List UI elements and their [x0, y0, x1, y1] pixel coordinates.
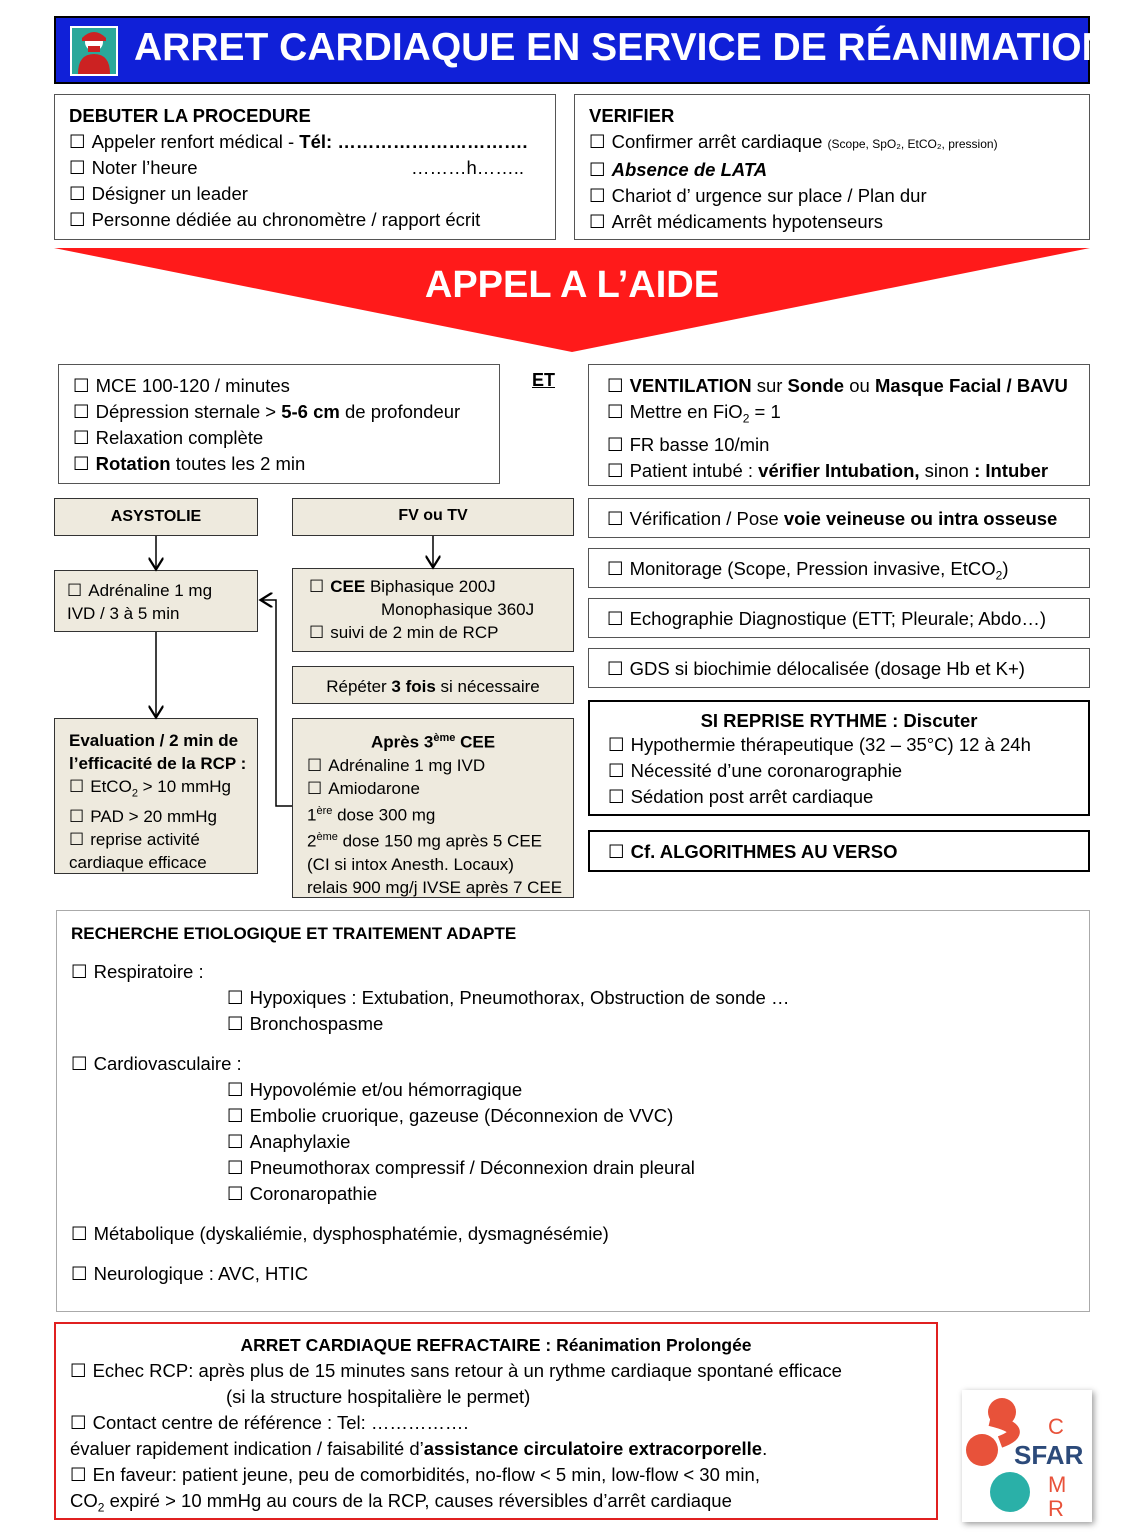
reprise-box	[588, 700, 1090, 816]
recherche-title: RECHERCHE ETIOLOGIQUE ET TRAITEMENT ADAPTE	[71, 924, 517, 943]
recherche-c4[interactable]: ☐ Pneumothorax compressif / Déconnexion drain pleural	[71, 1155, 1089, 1181]
reprise-item-1[interactable]: ☐ Hypothermie thérapeutique (32 – 35°C) 12 à 24h	[608, 732, 1088, 758]
debuter-title: DEBUTER LA PROCEDURE	[69, 105, 311, 126]
refractaire-item-1[interactable]: ☐ Echec RCP: après plus de 15 minutes sans retour à un rythme cardiaque spontané efficace	[70, 1358, 936, 1384]
fvtv-label: FV ou TV	[398, 507, 468, 524]
recherche-c1[interactable]: ☐ Hypovolémie et/ou hémorragique	[71, 1077, 1089, 1103]
refractaire-line-2: (si la structure hospitalière le permet)	[226, 1386, 531, 1407]
verifier-title: VERIFIER	[589, 105, 675, 126]
ventilation-item-1[interactable]: ☐ VENTILATION sur Sonde ou Masque Facial / BAVU	[607, 373, 1089, 399]
evaluation-title-1: Evaluation / 2 min de	[69, 731, 239, 750]
cee-line-3[interactable]: ☐ suivi de 2 min de RCP	[309, 621, 573, 644]
apres-amiodarone[interactable]: ☐ Amiodarone	[307, 777, 573, 800]
ventilation-box	[588, 364, 1090, 486]
cee-line-1[interactable]: ☐ CEE Biphasique 200J	[309, 575, 573, 598]
debuter-box	[54, 94, 556, 240]
monitorage-item[interactable]: ☐ Monitorage (Scope, Pression invasive, EtCO$_2$)	[607, 556, 1089, 589]
repeter-box: Répéter 3 fois si nécessaire	[292, 666, 574, 704]
debuter-item-3[interactable]: ☐ Désigner un leader	[69, 181, 555, 207]
verifier-item-2[interactable]: ☐ Absence de LATA	[589, 157, 1089, 183]
refractaire-item-2[interactable]: ☐ Contact centre de référence : Tel: …………….	[70, 1410, 936, 1436]
evaluation-box	[54, 718, 258, 874]
reprise-item-2[interactable]: ☐ Nécessité d’une coronarographie	[608, 758, 1088, 784]
gds-item[interactable]: ☐ GDS si biochimie délocalisée (dosage Hb et K+)	[607, 656, 1089, 682]
ventilation-item-3[interactable]: ☐ FR basse 10/min	[607, 432, 1089, 458]
fvtv-box	[292, 498, 574, 536]
apres-dose-2: 2ème dose 150 mg après 5 CEE	[307, 831, 542, 851]
gds-box	[588, 648, 1090, 688]
apres-box	[292, 718, 574, 898]
evaluation-reprise-2: cardiaque efficace	[69, 853, 207, 873]
mce-item-2[interactable]: ☐ Dépression sternale > 5-6 cm de profondeur	[73, 399, 499, 425]
mce-item-3[interactable]: ☐ Relaxation complète	[73, 425, 499, 451]
verifier-item-3[interactable]: ☐ Chariot d’ urgence sur place / Plan dur	[589, 183, 1089, 209]
mce-box	[58, 364, 500, 484]
et-label: ET	[532, 370, 556, 390]
evaluation-pad[interactable]: ☐ PAD > 20 mmHg	[69, 805, 257, 828]
asystolie-box	[54, 498, 258, 536]
debuter-item-1[interactable]: ☐ Appeler renfort médical - Tél: ………………………….	[69, 129, 555, 155]
refractaire-title: ARRET CARDIAQUE REFRACTAIRE : Réanimation Prolongée	[240, 1335, 752, 1355]
recherche-box	[56, 910, 1090, 1312]
echo-box	[588, 598, 1090, 638]
logo-sfar: SFAR	[1014, 1440, 1084, 1470]
ventilation-item-2[interactable]: ☐ Mettre en FiO$_2$ = 1	[607, 399, 1089, 432]
verifier-item-4[interactable]: ☐ Arrêt médicaments hypotenseurs	[589, 209, 1089, 235]
refractaire-line-4: évaluer rapidement indication / faisabilité d’assistance circulatoire extracorporelle.	[70, 1438, 768, 1459]
page-title: ARRET CARDIAQUE EN SERVICE DE RÉANIMATION	[134, 26, 1110, 69]
reprise-title: SI REPRISE RYTHME : Discuter	[700, 710, 978, 731]
voie-box	[588, 498, 1090, 538]
verifier-item-1[interactable]: ☐ Confirmer arrêt cardiaque (Scope, SpO₂, EtCO₂, pression)	[589, 129, 1089, 157]
cee-line-2: Monophasique 360J	[381, 600, 535, 619]
asystolie-label: ASYSTOLIE	[110, 508, 202, 525]
recherche-c5[interactable]: ☐ Coronaropathie	[71, 1181, 1089, 1207]
logo-letter-c: C	[1048, 1414, 1064, 1439]
doctor-icon	[70, 26, 118, 76]
echo-item[interactable]: ☐ Echographie Diagnostique (ETT; Pleurale; Abdo…)	[607, 606, 1089, 632]
ventilation-item-4[interactable]: ☐ Patient intubé : vérifier Intubation, sinon : Intuber	[607, 458, 1089, 484]
logo-letter-r: R	[1048, 1496, 1064, 1521]
evaluation-etco2[interactable]: ☐ EtCO$_2$ > 10 mmHg	[69, 775, 257, 805]
algos-item[interactable]: ☐ Cf. ALGORITHMES AU VERSO	[608, 839, 1088, 865]
recherche-metabolique[interactable]: ☐ Métabolique (dyskaliémie, dysphosphatémie, dysmagnésémie)	[71, 1221, 1089, 1247]
recherche-c2[interactable]: ☐ Embolie cruorique, gazeuse (Déconnexion de VVC)	[71, 1103, 1089, 1129]
monitorage-box	[588, 548, 1090, 588]
refractaire-box	[54, 1322, 938, 1520]
logo-letter-m: M	[1048, 1472, 1067, 1497]
debuter-item-4[interactable]: ☐ Personne dédiée au chronomètre / rapport écrit	[69, 207, 555, 233]
apres-adrenaline[interactable]: ☐ Adrénaline 1 mg IVD	[307, 754, 573, 777]
recherche-c3[interactable]: ☐ Anaphylaxie	[71, 1129, 1089, 1155]
adrenaline-line-2: IVD / 3 à 5 min	[67, 604, 180, 623]
apres-title: Après 3ème CEE	[370, 732, 496, 752]
adrenaline-box	[54, 570, 258, 632]
header-banner	[54, 16, 1110, 84]
sfar-logo	[962, 1390, 1092, 1522]
mce-item-4[interactable]: ☐ Rotation toutes les 2 min	[73, 451, 499, 477]
appel-label: APPEL A L’AIDE	[424, 264, 720, 306]
algos-box	[588, 830, 1090, 872]
voie-item[interactable]: ☐ Vérification / Pose voie veineuse ou intra osseuse	[607, 506, 1089, 532]
adrenaline-line-1[interactable]: ☐ Adrénaline 1 mg	[67, 579, 257, 602]
recherche-resp-1[interactable]: ☐ Hypoxiques : Extubation, Pneumothorax, Obstruction de sonde …	[71, 985, 1089, 1011]
recherche-cardio[interactable]: ☐ Cardiovasculaire :	[71, 1051, 1089, 1077]
cee-box	[292, 568, 574, 652]
recherche-respiratoire[interactable]: ☐ Respiratoire :	[71, 959, 1089, 985]
debuter-item-2[interactable]: ☐ Noter l’heure ………h……..	[69, 155, 555, 181]
recherche-neuro[interactable]: ☐ Neurologique : AVC, HTIC	[71, 1261, 1089, 1287]
refractaire-item-3[interactable]: ☐ En faveur: patient jeune, peu de comorbidités, no-flow < 5 min, low-flow < 30 min,	[70, 1462, 936, 1488]
mce-item-1[interactable]: ☐ MCE 100-120 / minutes	[73, 373, 499, 399]
apres-ci: (CI si intox Anesth. Locaux)	[307, 854, 514, 874]
reprise-item-3[interactable]: ☐ Sédation post arrêt cardiaque	[608, 784, 1088, 810]
refractaire-line-6: $CO_2$ expiré > 10 mmHg au cours de la RCP, causes réversibles d’arrêt cardiaque	[70, 1490, 732, 1515]
apres-relais: relais 900 mg/j IVSE après 7 CEE	[307, 877, 563, 897]
evaluation-title-2: l’efficacité de la RCP :	[69, 754, 247, 773]
apres-dose-1: 1ère dose 300 mg	[307, 804, 436, 825]
verifier-box	[574, 94, 1090, 240]
recherche-resp-2[interactable]: ☐ Bronchospasme	[71, 1011, 1089, 1037]
evaluation-reprise[interactable]: ☐ reprise activité	[69, 828, 257, 851]
